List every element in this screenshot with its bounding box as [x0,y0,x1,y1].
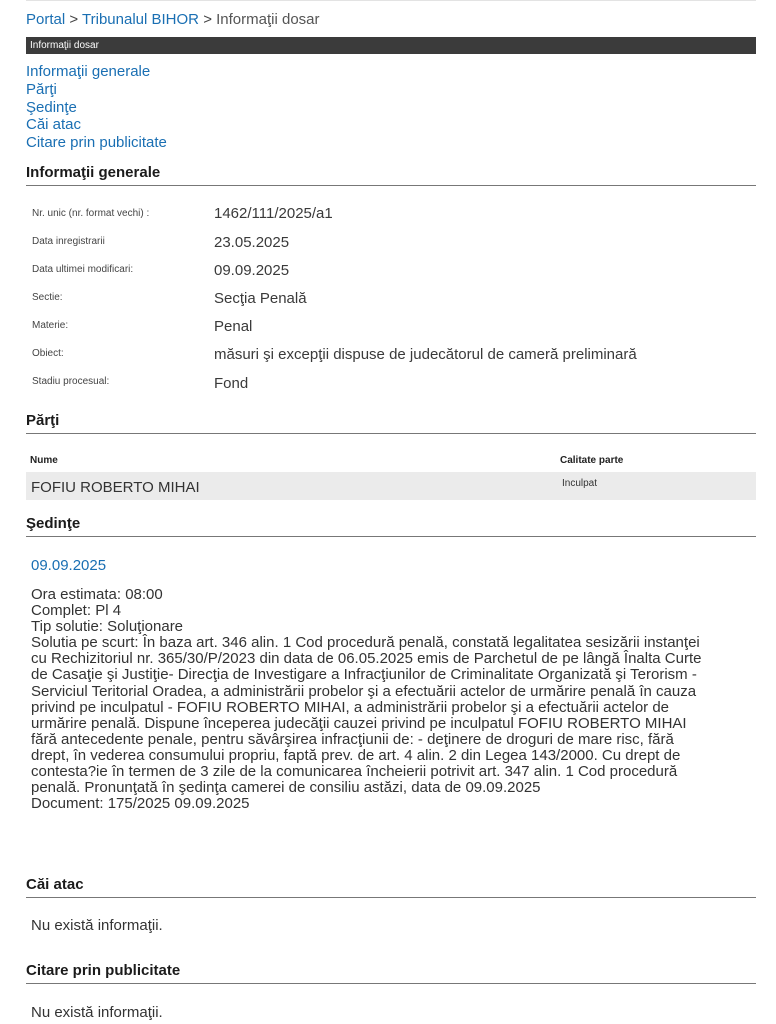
page-title-bar: Informaţii dosar [26,37,756,54]
hearing-details [31,587,751,812]
solution-line: Solutia pe scurt: În baza art. 346 alin. 1 Cod procedură penală, constată legalitatea sesizării instanţei [31,634,700,652]
hearing-solution-type: Tip solutie: Soluţionare [31,618,184,636]
breadcrumb-court-link[interactable]: Tribunalul BIHOR [82,11,200,28]
column-header-calitate: Calitate parte [560,455,624,466]
breadcrumb-portal-link[interactable]: Portal [26,11,66,28]
nav-link-parti[interactable]: Părţi [26,80,57,98]
breadcrumb-separator: > [69,11,79,28]
solution-line: de Casaţie şi Justiţie- Direcţia de Investigare a Infracţiunilor de Criminalitate Organizată şi Terorism - [31,666,697,684]
info-value: 1462/111/2025/a1 [214,205,333,222]
hearing-panel: Complet: Pl 4 [31,602,122,620]
section-heading-parti: Părţi [26,412,756,434]
solution-line: drept, în vederea consumului propriu, faptă prev. de art. 4 alin. 2 din Legea 143/2000. Cu drept de [31,746,681,764]
section-heading-general: Informaţii generale [26,164,756,186]
info-value: Penal [214,318,253,335]
hearing-date: 09.09.2025 [31,557,107,574]
no-info-text: Nu există informaţii. [31,917,163,934]
info-label: Sectie: [32,292,63,303]
section-nav [26,63,167,152]
no-info-text: Nu există informaţii. [31,1004,163,1021]
info-value: 09.09.2025 [214,262,290,279]
table-row [26,472,756,500]
column-header-nume: Nume [30,455,58,466]
breadcrumb-current: Informaţii dosar [216,11,320,28]
solution-line: cu Rechizitoriul nr. 365/30/P/2023 din data de 06.05.2025 emis de Parchetul de pe lângă Înalta Curte [31,650,702,668]
nav-link-sedinte[interactable]: Şedinţe [26,98,77,116]
hearing-time: Ora estimata: 08:00 [31,586,163,603]
nav-link-general[interactable]: Informaţii generale [26,63,151,80]
solution-line: privind pe inculpatul - FOFIU ROBERTO MIHAI, a administrării probelor şi a efectuării actelor de [31,698,670,716]
solution-line: Serviciul Teritorial Oradea, a administrării probelor şi a efectuării actelor de urmărire penală în cauza [31,682,697,700]
info-label: Stadiu procesual: [32,376,110,387]
party-role: Inculpat [562,478,598,489]
info-label: Data ultimei modificari: [32,264,134,275]
info-value: măsuri şi excepţii dispuse de judecătorul de cameră preliminară [214,346,637,363]
info-label: Nr. unic (nr. format vechi) : [32,208,150,219]
solution-line: fără antecedente penale, pentru săvârşirea infracţiunii de: - deţinere de droguri de mare risc, fără [31,730,674,748]
party-name: FOFIU ROBERTO MIHAI [31,479,200,496]
solution-line: urmărire penală. Dispune începerea judecăţii cauzei privind pe inculpatul FOFIU ROBERTO MIHAI [31,714,687,732]
breadcrumb [26,10,320,30]
info-value: 23.05.2025 [214,234,290,251]
solution-line: penală. Pronunţată în şedinţa camerei de consiliu astăzi, data de 09.09.2025 [31,779,541,797]
section-heading-cai-atac: Căi atac [26,876,756,898]
info-label: Obiect: [32,348,64,359]
info-value: Fond [214,375,249,392]
nav-link-citare[interactable]: Citare prin publicitate [26,134,167,152]
section-heading-sedinte: Şedinţe [26,515,756,537]
top-divider [26,0,756,1]
section-heading-citare: Citare prin publicitate [26,962,756,984]
hearing-document: Document: 175/2025 09.09.2025 [31,795,250,813]
breadcrumb-separator: > [203,11,212,28]
info-value: Secţia Penală [214,290,307,307]
info-label: Data inregistrarii [32,236,105,247]
parti-table-header [26,455,756,469]
nav-link-cai-atac[interactable]: Căi atac [26,116,82,134]
solution-line: contesta?ie în termen de 3 zile de la comunicarea încheierii potrivit art. 347 alin. 1 Cod procedură [31,763,678,781]
info-label: Materie: [32,320,69,331]
